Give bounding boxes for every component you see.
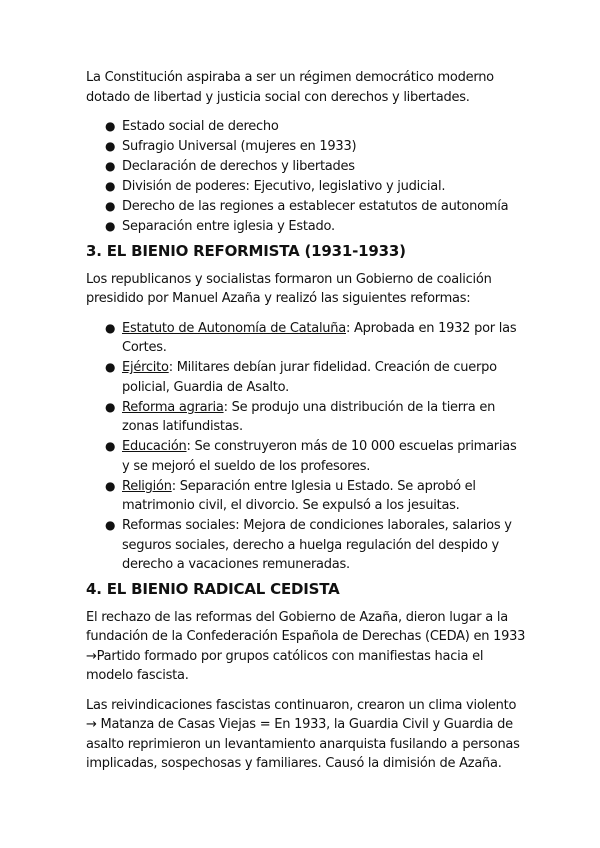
list-item [105, 117, 526, 137]
bullet-icon: ● [105, 478, 116, 493]
bullet-icon: ● [105, 119, 116, 133]
reform-text: : Se produjo una distribución de la tierra en zonas latifundistas. [122, 399, 496, 434]
reform-term: Estatuto de Autonomía de Cataluña [122, 320, 346, 336]
section-heading-bienio-radical-cedista: 4. EL BIENIO RADICAL CEDISTA [86, 579, 340, 598]
section4-paragraph-1: El rechazo de las reformas del Gobierno de Azaña, dieron lugar a la fundación de la Confederación Española de Derechas (CEDA) en 1933 →Partido formado por grupos católicos con manifiestas hacia el modelo fascista. [86, 609, 526, 683]
list-item-text: Derecho de las regiones a establecer estatutos de autonomía [122, 199, 509, 214]
list-item [105, 398, 526, 437]
reforms-list [86, 319, 526, 575]
bullet-icon: ● [105, 219, 116, 233]
intro-paragraph: La Constitución aspiraba a ser un régimen democrático moderno dotado de libertad y justicia social con derechos y libertades. [86, 70, 494, 105]
reform-text: : Militares debían jurar fidelidad. Creación de cuerpo policial, Guardia de Asalto. [122, 360, 497, 395]
list-item-text: Estado social de derecho [122, 119, 279, 134]
list-item [105, 177, 526, 197]
section-heading-bienio-reformista: 3. EL BIENIO REFORMISTA (1931-1933) [86, 241, 406, 260]
list-item [105, 477, 526, 516]
list-item [105, 319, 526, 358]
bullet-icon: ● [105, 139, 116, 153]
list-item [105, 358, 526, 397]
list-item [105, 197, 526, 217]
bullet-icon: ● [105, 439, 116, 453]
reform-text: Reformas sociales: Mejora de condiciones laborales, salarios y seguros sociales, derecho a huelga regulación del despido y derecho a vacaciones remuneradas. [122, 518, 512, 572]
bullet-icon: ● [105, 399, 116, 414]
list-item [105, 137, 526, 157]
list-item-text: División de poderes: Ejecutivo, legislativo y judicial. [122, 179, 446, 194]
list-item-text: Sufragio Universal (mujeres en 1933) [122, 139, 357, 154]
bullet-icon: ● [105, 360, 116, 374]
list-item [105, 437, 526, 476]
reform-term: Ejército [122, 360, 169, 375]
section3-paragraph: Los republicanos y socialistas formaron un Gobierno de coalición presidido por Manuel Azaña y realizó las siguientes reformas: [86, 271, 492, 306]
list-item [105, 516, 526, 575]
document-page [86, 68, 526, 784]
list-item [105, 217, 526, 237]
list-item [105, 157, 526, 177]
reform-text: : Separación entre Iglesia u Estado. Se aprobó el matrimonio civil, el divorcio. Se expulsó a los jesuitas. [122, 478, 476, 513]
section4-paragraph-2: Las reivindicaciones fascistas continuaron, crearon un clima violento → Matanza de Casas Viejas = En 1933, la Guardia Civil y Guardia de asalto reprimieron un levantamiento anarquista fusilando a personas implicadas, sospechosas y familiares. Causó la dimisión de Azaña. [86, 697, 520, 771]
bullet-icon: ● [105, 320, 116, 335]
bullet-icon: ● [105, 199, 116, 213]
bullet-icon: ● [105, 518, 116, 532]
list-item-text: Separación entre iglesia y Estado. [122, 219, 335, 234]
reform-text: : Aprobada en 1932 por las Cortes. [122, 320, 517, 355]
bullet-icon: ● [105, 179, 116, 193]
reform-term: Educación [122, 439, 187, 454]
constitution-list [86, 117, 526, 237]
reform-text: : Se construyeron más de 10 000 escuelas primarias y se mejoró el sueldo de los profesores. [122, 439, 517, 474]
reform-term: Reforma agraria [122, 399, 224, 415]
list-item-text: Declaración de derechos y libertades [122, 159, 355, 174]
reform-term: Religión [122, 478, 172, 494]
bullet-icon: ● [105, 159, 116, 173]
